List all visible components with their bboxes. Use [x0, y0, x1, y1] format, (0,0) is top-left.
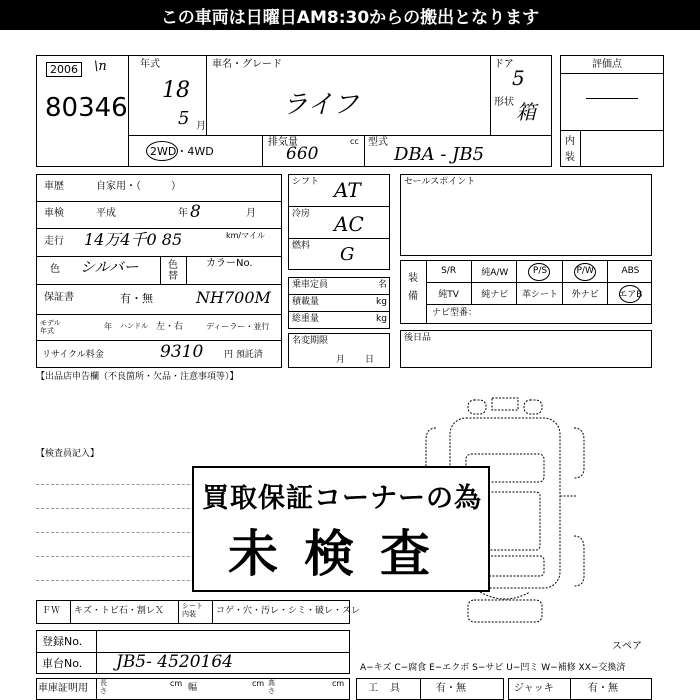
equipment-item: 外ナビ: [562, 282, 608, 304]
drive-circle: [146, 141, 178, 161]
displacement-value: 660: [286, 144, 319, 164]
width-unit: cm: [252, 679, 265, 688]
length-label: 長さ: [100, 679, 107, 695]
color-replace-label: 色替: [168, 260, 178, 282]
color-no-label: カラーNo.: [206, 258, 253, 269]
door-label: ドア: [494, 59, 514, 70]
fuel-label: 燃料: [292, 241, 311, 251]
load-unit: kg: [376, 297, 387, 307]
model-value: ライフ: [282, 90, 359, 120]
equipment-item: 純ナビ: [471, 282, 517, 304]
equipment-item: 革シート: [516, 282, 562, 304]
mileage-unit: km/マイル: [226, 231, 265, 240]
height-label: 高さ: [268, 679, 275, 695]
month-value: 5: [178, 108, 190, 129]
after-box: [400, 330, 652, 368]
shape-label: 形状: [494, 97, 514, 108]
dealer-label: ディーラー・並行: [206, 322, 270, 331]
cert-label: 車庫証明用: [38, 683, 88, 694]
equipment-item: ABS: [607, 260, 653, 282]
inspection-month-unit: 月: [246, 208, 256, 219]
year-stamp-mark: \n: [94, 59, 107, 74]
color-value: シルバー: [80, 258, 139, 276]
color-no-value: NH700M: [196, 288, 271, 307]
equip-label: 装備: [408, 273, 418, 302]
recycle-value: 9310: [160, 342, 204, 362]
equipment-circle: [619, 285, 641, 303]
warranty-label: 保証書: [44, 292, 74, 303]
inspection-value: 8: [190, 202, 201, 222]
fuel-value: G: [340, 244, 355, 265]
length-unit: cm: [170, 679, 183, 688]
equipment-item: 純A/W: [471, 260, 517, 282]
load-label: 積載量: [292, 297, 320, 307]
width-label: 幅: [188, 683, 198, 693]
history-label: 車歴: [44, 181, 64, 192]
gross-unit: kg: [376, 314, 387, 324]
ac-value: AC: [334, 212, 364, 236]
fw-text: キズ・トビ石・割レＸ: [74, 606, 164, 616]
rename-unit: 月日: [336, 355, 395, 365]
gross-label: 総重量: [292, 314, 320, 324]
recycle-unit: 円 預託済: [224, 350, 263, 360]
shift-label: シフト: [292, 177, 320, 187]
jack-label: ジャッキ: [514, 683, 554, 694]
fw-label: ＦＷ: [42, 606, 61, 616]
banner: この車両は日曜日AM8:30からの搬出となります: [0, 0, 700, 30]
rating-box: [560, 55, 664, 167]
color-label: 色: [50, 264, 60, 275]
type-value: DBA - JB5: [394, 144, 485, 165]
capacity-label: 乗車定員: [292, 280, 329, 290]
mileage-value: 14万4千0 85: [84, 230, 183, 249]
rating-label: 評価点: [592, 59, 622, 70]
chassis-value: JB5- 4520164: [116, 652, 233, 672]
reg-label: 登録No.: [42, 635, 83, 648]
year-label: 年式: [140, 59, 160, 70]
height-unit: cm: [332, 679, 345, 688]
equipment-item: P/W: [562, 260, 608, 282]
damage-legend: A−キズ C−腐食 E−エクボ S−サビ U−凹ミ W−補修 XX−交換済: [360, 663, 626, 673]
door-value: 5: [512, 66, 525, 90]
inspection-label: 車検: [44, 208, 64, 219]
mileage-label: 走行: [44, 236, 64, 247]
sales-label: セールスポイント: [404, 177, 476, 187]
year-stamp: 2006: [46, 62, 82, 77]
model-label: 車名・グレード: [212, 59, 282, 70]
after-label: 後日品: [404, 333, 432, 343]
handle-value: 左・右: [156, 322, 184, 332]
spare-label: スペア: [612, 641, 642, 652]
displacement-unit: cc: [350, 137, 359, 146]
equipment-circle: [574, 263, 596, 281]
stamp-line: 買取保証コーナーの為: [202, 483, 482, 514]
capacity-unit: 名: [378, 280, 388, 290]
history-value: 自家用・（ ）: [96, 181, 181, 192]
notes-label: 【出品店申告欄（不良箇所・欠品・注意事項等）】: [36, 372, 239, 382]
vehicle-info-box: [36, 174, 282, 368]
type-label: 型式: [368, 137, 388, 148]
seat-text: コゲ・穴・汚レ・シミ・破レ・スレ: [216, 606, 361, 616]
equipment-item: S/R: [441, 266, 457, 276]
jack-value: 有・無: [588, 683, 618, 694]
equipment-item: P/S: [516, 260, 562, 282]
stamp-big: 未検査: [228, 525, 456, 583]
rename-label: 名変期限: [292, 336, 329, 346]
rating-value: [586, 98, 638, 99]
equipment-item: エアB: [607, 282, 653, 304]
shift-value: AT: [334, 178, 361, 202]
drive-value: 2WD・4WD: [150, 145, 214, 158]
shape-value: 箱: [516, 100, 536, 124]
handle-label: ハンドル: [120, 322, 148, 330]
interior-label: 内装: [565, 136, 575, 163]
year-value: 18: [162, 78, 190, 103]
warranty-value: 有・無: [120, 292, 153, 305]
inspector-label: 【検査員記入】: [36, 449, 100, 459]
equipment-item: 純TV: [438, 289, 459, 300]
tools-value: 有・無: [436, 683, 466, 694]
month-unit: 月: [196, 121, 206, 132]
lot-number: 80346: [45, 93, 128, 123]
inspection-era: 平成: [96, 208, 116, 219]
model-year-unit: 年: [104, 322, 112, 331]
model-year-label: モデル年式: [40, 319, 61, 335]
navi-label: ナビ型番：: [432, 308, 478, 318]
recycle-label: リサイクル料金: [42, 350, 104, 360]
tools-label: 工具: [368, 683, 412, 694]
seat-label: シート内装: [182, 602, 203, 619]
displacement-label: 排気量: [268, 137, 298, 148]
chassis-label: 車台No.: [42, 657, 83, 670]
inspection-year-unit: 年: [178, 208, 188, 219]
ac-label: 冷房: [292, 209, 311, 219]
